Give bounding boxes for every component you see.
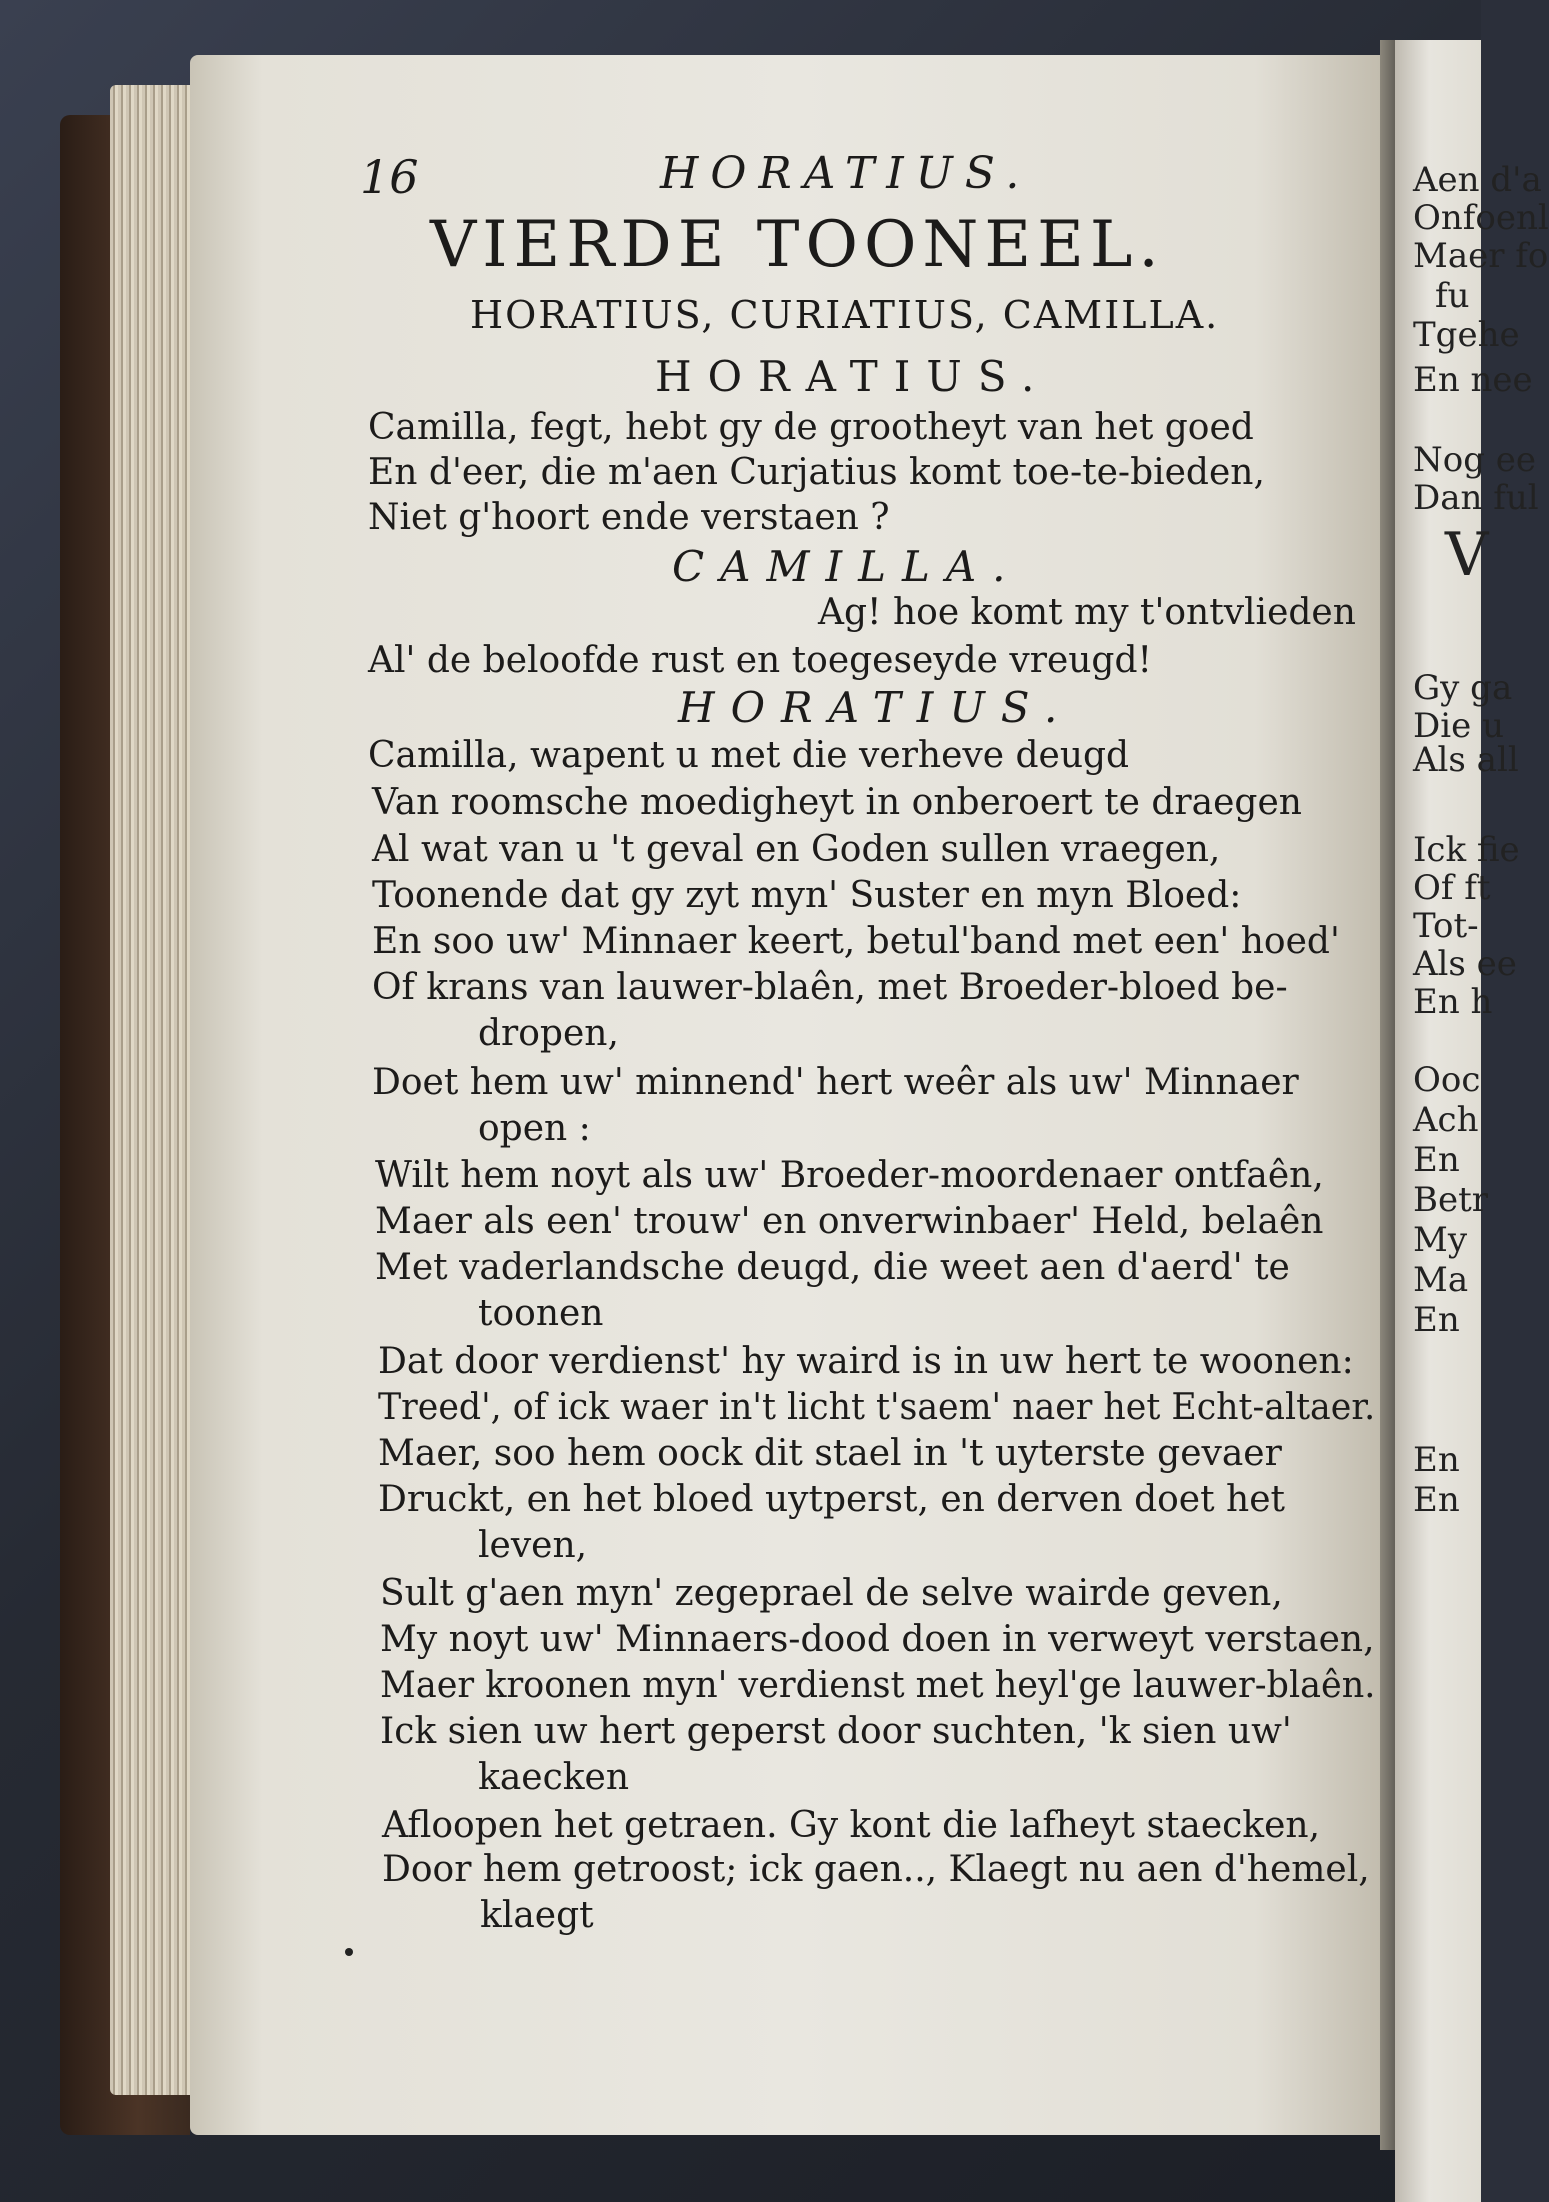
facing-line: Als ee <box>1413 944 1517 984</box>
facing-line: Betr <box>1413 1180 1489 1220</box>
verse-line: Al' de beloofde rust en toegeseyde vreugd! <box>368 640 1152 681</box>
verse-line: Treed', of ick waer in't licht t'saem' naer het Echt-altaer. <box>378 1387 1376 1428</box>
facing-line: My <box>1413 1220 1468 1260</box>
cast-list: HORATIUS, CURIATIUS, CAMILLA. <box>470 293 1220 337</box>
verse-line: Maer kroonen myn' verdienst met heyl'ge lauwer-blaên. <box>380 1665 1376 1706</box>
verse-line: Ick sien uw hert geperst door suchten, 'k sien uw' <box>380 1711 1292 1752</box>
verse-line: My noyt uw' Minnaers-dood doen in verweyt verstaen, <box>380 1619 1375 1660</box>
facing-line: Ick fie <box>1413 830 1520 870</box>
facing-line: fu <box>1435 276 1470 316</box>
facing-line: Aen d'a <box>1413 160 1542 200</box>
verse-line: Niet g'hoort ende verstaen ? <box>368 497 890 538</box>
verse-line: Dat door verdienst' hy waird is in uw hert te woonen: <box>378 1341 1354 1382</box>
page-number: 16 <box>360 150 419 204</box>
verse-line: Ag! hoe komt my t'ontvlieden <box>818 592 1356 633</box>
verse-line: Door hem getroost; ick gaen.., Klaegt nu aen d'hemel, <box>382 1849 1370 1890</box>
facing-line: Dan ful <box>1413 478 1539 518</box>
facing-line: Ach <box>1413 1100 1479 1140</box>
facing-line: En <box>1413 1480 1460 1520</box>
speaker-heading: HORATIUS. <box>655 352 1051 401</box>
facing-line: Gy ga <box>1413 668 1513 708</box>
verse-line: Sult g'aen myn' zegeprael de selve wairde geven, <box>380 1573 1283 1614</box>
ink-mark <box>345 1948 353 1956</box>
verse-line: Druckt, en het bloed uytperst, en derven doet het <box>378 1479 1285 1520</box>
verse-line: leven, <box>478 1525 588 1566</box>
verse-line: Of krans van lauwer-blaên, met Broeder-bloed be- <box>372 967 1288 1008</box>
facing-line: En <box>1413 1300 1460 1340</box>
verse-line: open : <box>478 1108 591 1149</box>
verse-line: En soo uw' Minnaer keert, betul'band met een' hoed' <box>372 921 1340 962</box>
verse-line: Doet hem uw' minnend' hert weêr als uw' Minnaer <box>372 1062 1299 1103</box>
verse-line: Toonende dat gy zyt myn' Suster en myn Bloed: <box>372 875 1242 916</box>
verse-line: kaecken <box>478 1757 630 1798</box>
speaker-heading: CAMILLA. <box>672 542 1022 591</box>
facing-line: Nog ee <box>1413 440 1537 480</box>
verse-line: Camilla, wapent u met die verheve deugd <box>368 735 1130 776</box>
facing-line: Als all <box>1413 740 1519 780</box>
facing-line: En <box>1413 1440 1460 1480</box>
facing-line: Ooc <box>1413 1060 1481 1100</box>
verse-line: Met vaderlandsche deugd, die weet aen d'aerd' te <box>375 1247 1290 1288</box>
verse-line: Maer, soo hem oock dit stael in 't uyterste gevaer <box>378 1433 1282 1474</box>
facing-line: En h <box>1413 982 1493 1022</box>
facing-line: V <box>1445 520 1489 590</box>
verse-line: Maer als een' trouw' en onverwinbaer' Held, belaên <box>375 1201 1324 1242</box>
speaker-heading: HORATIUS. <box>678 683 1074 732</box>
facing-line: Tot- <box>1413 906 1479 946</box>
verse-line: Al wat van u 't geval en Goden sullen vraegen, <box>372 829 1221 870</box>
facing-line: Die u <box>1413 706 1504 746</box>
verse-line: Camilla, fegt, hebt gy de grootheyt van het goed <box>368 407 1254 448</box>
facing-line: Maer fo <box>1413 236 1549 276</box>
facing-line: Of ft <box>1413 868 1491 908</box>
verse-line: dropen, <box>478 1013 619 1054</box>
scene-title: VIERDE TOONEEL. <box>430 208 1165 282</box>
verse-line: Wilt hem noyt als uw' Broeder-moordenaer ontfaên, <box>375 1155 1324 1196</box>
facing-line: En nee <box>1413 360 1533 400</box>
verse-line: Afloopen het getraen. Gy kont die lafheyt staecken, <box>382 1805 1321 1846</box>
facing-line: Ma <box>1413 1260 1469 1300</box>
facing-line: En <box>1413 1140 1460 1180</box>
facing-line: Tgehe <box>1413 315 1520 355</box>
running-head: HORATIUS. <box>660 148 1032 199</box>
facing-line: Onfoenl <box>1413 198 1549 238</box>
verse-line: toonen <box>478 1293 604 1334</box>
verse-line: En d'eer, die m'aen Curjatius komt toe-te-bieden, <box>368 452 1265 493</box>
verse-line: Van roomsche moedigheyt in onberoert te draegen <box>372 782 1302 823</box>
verse-line: klaegt <box>480 1895 594 1936</box>
